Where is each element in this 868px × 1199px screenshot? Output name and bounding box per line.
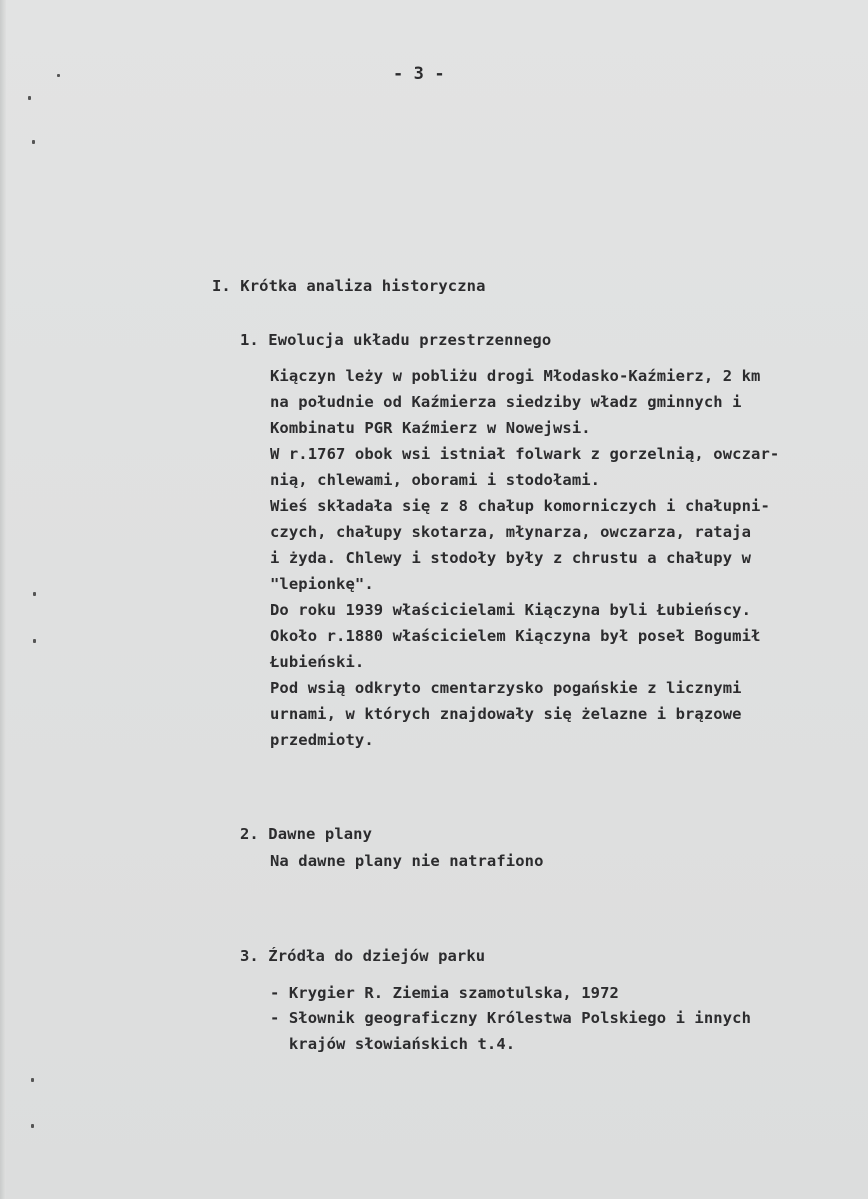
text-line: czych, chałupy skotarza, młynarza, owczarza, rataja (270, 523, 752, 541)
text-line: urnami, w których znajdowały się żelazne i brązowe (270, 705, 742, 723)
text-line: na południe od Kaźmierza siedziby władz gminnych i (270, 393, 742, 411)
text-line: Na dawne plany nie natrafiono (270, 852, 544, 870)
subsection-heading-2: 2. Dawne plany (240, 825, 373, 843)
punch-mark (31, 1078, 34, 1082)
text-line: Kombinatu PGR Kaźmierz w Nowejwsi. (270, 419, 591, 437)
text-line: Do roku 1939 właścicielami Kiączyna byli Łubieńscy. (270, 601, 752, 619)
text-line: Wieś składała się z 8 chałup komorniczych i chałupni- (270, 497, 770, 515)
text-line: Około r.1880 właścicielem Kiączyna był poseł Bogumił (270, 627, 761, 645)
source-item: - Krygier R. Ziemia szamotulska, 1972 (270, 984, 619, 1002)
punch-mark (33, 639, 36, 643)
source-item: krajów słowiańskich t.4. (270, 1035, 516, 1053)
text-line: W r.1767 obok wsi istniał folwark z gorzelnią, owczar- (270, 445, 780, 463)
punch-mark (28, 96, 31, 100)
text-line: Łubieński. (270, 653, 365, 671)
page-edge (0, 0, 6, 1199)
punch-mark (32, 140, 35, 144)
punch-mark (31, 1124, 34, 1128)
section-heading: I. Krótka analiza historyczna (212, 277, 486, 295)
subsection-heading-3: 3. Źródła do dziejów parku (240, 947, 486, 965)
subsection-heading-1: 1. Ewolucja układu przestrzennego (240, 331, 552, 349)
text-line: "lepionkę". (270, 575, 374, 593)
text-line: i żyda. Chlewy i stodoły były z chrustu a chałupy w (270, 549, 752, 567)
page-number: - 3 - (393, 64, 445, 84)
source-item: - Słownik geograficzny Królestwa Polskiego i innych (270, 1009, 752, 1027)
punch-mark (57, 74, 60, 77)
text-line: przedmioty. (270, 731, 374, 749)
text-line: Kiączyn leży w pobliżu drogi Młodasko-Kaźmierz, 2 km (270, 367, 761, 385)
punch-mark (33, 592, 36, 596)
text-line: nią, chlewami, oborami i stodołami. (270, 471, 601, 489)
text-line: Pod wsią odkryto cmentarzysko pogańskie z licznymi (270, 679, 742, 697)
